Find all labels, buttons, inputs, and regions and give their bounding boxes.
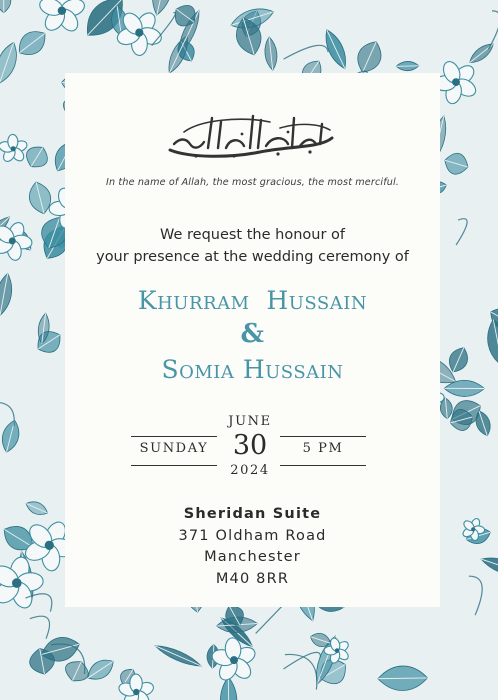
event-time: 5 PM xyxy=(302,441,344,456)
venue-street: 371 Oldham Road xyxy=(178,528,327,544)
request-line-1: We request the honour of xyxy=(159,227,345,243)
event-year: 2024 xyxy=(230,463,270,478)
divider-right-top xyxy=(280,436,366,437)
divider-left-top xyxy=(131,436,217,437)
ampersand: & xyxy=(240,319,265,349)
bismillah-translation: In the name of Allah, the most gracious, the most merciful. xyxy=(106,177,399,188)
bismillah-calligraphy-icon xyxy=(160,108,340,164)
venue-postcode: M40 8RR xyxy=(215,571,290,587)
event-day: 30 xyxy=(232,430,268,461)
groom-name: Khurram Hussain xyxy=(137,286,368,315)
divider-right-bottom xyxy=(280,465,366,466)
event-weekday: SUNDAY xyxy=(139,441,209,456)
venue-name: Sheridan Suite xyxy=(183,506,322,522)
bride-name: Somia Hussain xyxy=(161,355,344,384)
divider-left-bottom xyxy=(131,465,217,466)
venue-city: Manchester xyxy=(204,549,301,565)
request-line-2: your presence at the wedding ceremony of xyxy=(96,249,409,265)
event-month: JUNE xyxy=(228,414,272,429)
